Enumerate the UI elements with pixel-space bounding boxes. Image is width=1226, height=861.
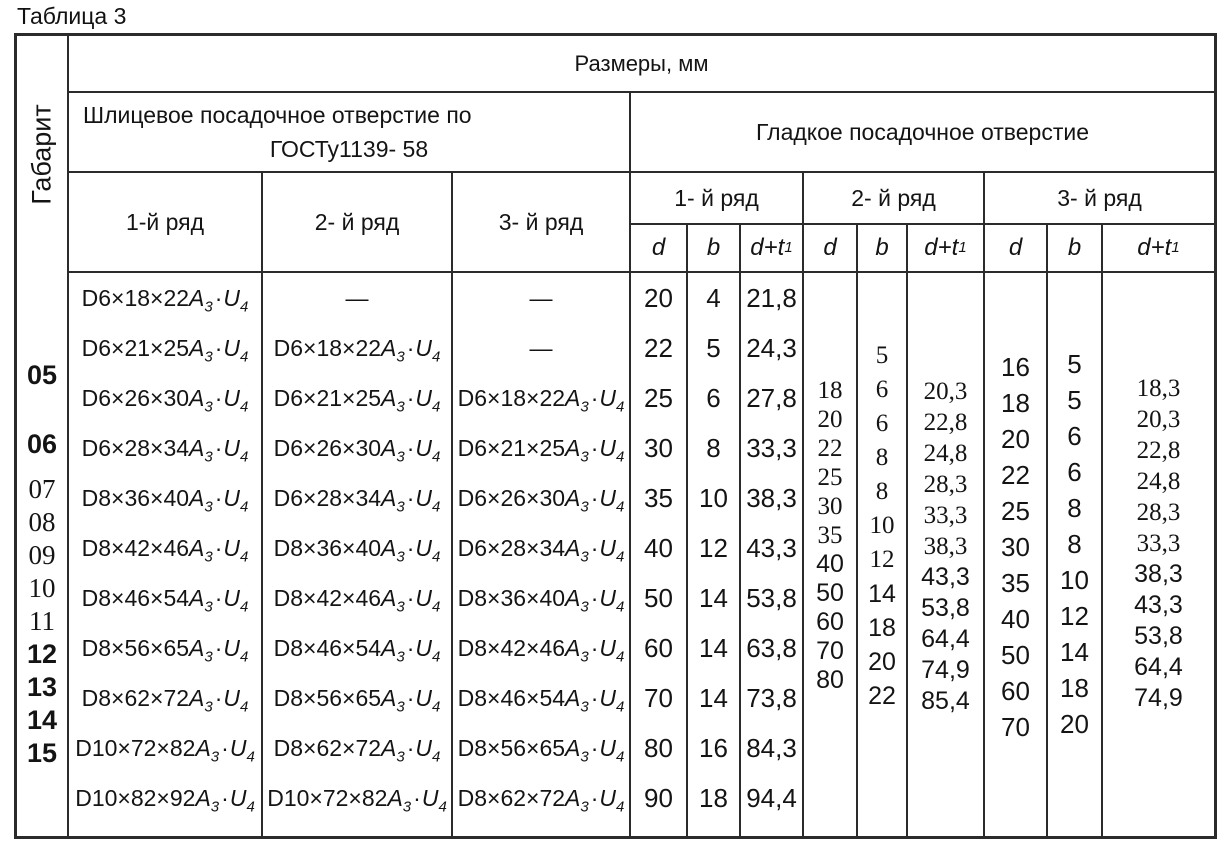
smooth-row1-header: 1- й ряд [631,173,804,225]
value-d: 70 [816,637,844,665]
value-dt: 53,8 [746,582,797,613]
value-d: 60 [644,632,673,663]
value-dt: 85,4 [921,687,970,715]
smooth-section-header [631,93,1214,173]
value-b: 8 [875,478,889,505]
spline-designation: D6×18×22 $A_3\cdot U_4$ [81,284,249,316]
spline-designation: D8×56×65 $A_3\cdot U_4$ [81,634,249,666]
value-d: 20 [1001,423,1030,454]
row1-b-header: b [688,225,741,273]
spline-designation: — [345,284,369,311]
smooth-section-header-label: Гладкое посадочное отверстие [755,118,1090,145]
smooth-row3-dt-column [1103,273,1214,836]
value-dt: 84,3 [746,732,797,763]
value-dt: 18,3 [1136,374,1181,402]
value-d: 40 [1001,603,1030,634]
value-b: 5 [706,332,721,363]
spline-designation: D6×26×30 $A_3\cdot U_4$ [457,484,625,516]
spline-designation: D8×42×46 $A_3\cdot U_4$ [81,534,249,566]
value-d: 20 [817,405,843,433]
spline-designation: D8×42×46 $A_3\cdot U_4$ [273,584,441,616]
smooth-row1-b-column [688,273,741,836]
value-d: 30 [1001,531,1030,562]
row1-dt-header: d + t 1 [741,225,804,273]
value-b: 20 [1060,708,1089,739]
value-b: 14 [868,579,896,608]
spline-designation: — [529,284,553,311]
value-d: 30 [644,432,673,463]
value-b: 5 [875,342,889,369]
value-dt: 73,8 [746,682,797,713]
value-d: 35 [1001,567,1030,598]
value-dt: 20,3 [923,377,968,405]
spline-designation: D6×26×30 $A_3\cdot U_4$ [273,434,441,466]
value-d: 25 [1001,495,1030,526]
spline-designation: D6×18×22 $A_3\cdot U_4$ [457,384,625,416]
spline-designation: D8×56×65 $A_3\cdot U_4$ [273,684,441,716]
value-dt: 64,4 [1134,653,1183,681]
value-dt: 63,8 [746,632,797,663]
value-d: 18 [817,376,843,404]
gabarit-value: 11 [29,606,55,636]
value-b: 20 [868,647,896,676]
value-dt: 53,8 [921,594,970,622]
spline-designation: D8×36×40 $A_3\cdot U_4$ [81,484,249,516]
value-d: 60 [816,608,844,636]
spline-designation: — [529,334,553,361]
value-dt: 22,8 [923,408,968,436]
spline-designation: D8×46×54 $A_3\cdot U_4$ [273,634,441,666]
gabarit-value: 07 [28,474,56,504]
smooth-row3-header: 3- й ряд [985,173,1214,225]
value-dt: 24,3 [746,332,797,363]
spline-designation: D6×28×34 $A_3\cdot U_4$ [457,534,625,566]
gabarit-value: 09 [28,540,56,570]
value-dt: 21,8 [746,282,797,313]
value-b: 10 [699,482,728,513]
value-d: 20 [644,282,673,313]
smooth-row2-header: 2- й ряд [804,173,985,225]
value-b: 8 [875,444,889,471]
value-dt: 38,3 [923,532,968,560]
value-d: 50 [644,582,673,613]
value-b: 6 [875,376,889,403]
value-b: 18 [1060,672,1089,703]
sizes-header-cell [69,36,1214,93]
value-b: 5 [1067,348,1082,379]
value-d: 25 [817,463,843,491]
value-dt: 64,4 [921,625,970,653]
value-b: 14 [699,582,728,613]
value-d: 70 [644,682,673,713]
spline-designation: D6×21×25 $A_3\cdot U_4$ [457,434,625,466]
value-b: 12 [869,546,895,573]
value-b: 8 [1067,528,1082,559]
smooth-row3-d-column [985,273,1048,836]
value-dt: 22,8 [1136,436,1181,464]
spline-designation: D6×21×25 $A_3\cdot U_4$ [81,334,249,366]
value-dt: 38,3 [1134,560,1183,588]
value-b: 10 [869,512,895,539]
value-b: 6 [1067,456,1082,487]
value-d: 22 [817,434,843,462]
value-d: 90 [644,782,673,813]
value-dt: 74,9 [921,656,970,684]
value-d: 80 [816,666,844,694]
smooth-row1-dt-column [741,273,804,836]
value-dt: 20,3 [1136,405,1181,433]
gabarit-header-label: Габарит [26,104,57,205]
value-dt: 43,3 [1134,591,1183,619]
spline-designation: D8×56×65 $A_3\cdot U_4$ [457,734,625,766]
smooth-row2-dt-column [908,273,985,836]
value-d: 50 [1001,639,1030,670]
spline-row3-header: 3- й ряд [453,173,631,273]
value-d: 60 [1001,675,1030,706]
spline-designation: D6×26×30 $A_3\cdot U_4$ [81,384,249,416]
spline-designation: D8×42×46 $A_3\cdot U_4$ [457,634,625,666]
gabarit-value: 13 [26,672,58,702]
value-b: 12 [1060,600,1089,631]
gabarit-value: 10 [28,573,56,603]
value-dt: 43,3 [746,532,797,563]
spline-section-header [69,93,631,173]
spline-section-header-line1: Шлицевое посадочное отверстие по [83,102,472,128]
value-b: 14 [1060,636,1089,667]
value-b: 10 [1060,564,1089,595]
spline-row1-header: 1-й ряд [69,173,263,273]
sizes-header-label: Размеры, мм [574,50,709,76]
spline-designation: D10×82×92 $A_3\cdot U_4$ [75,784,255,816]
value-b: 18 [868,613,896,642]
gabarit-value: 14 [26,705,58,735]
value-b: 16 [699,732,728,763]
value-dt: 24,8 [923,439,968,467]
row2-b-header: b [858,225,908,273]
gabarit-value: 08 [28,507,56,537]
row3-dt-header: d + t 1 [1103,225,1214,273]
value-b: 14 [699,682,728,713]
gabarit-header-cell [17,36,69,273]
smooth-row2-b-column [858,273,908,836]
gabarit-values-column [17,273,69,836]
row2-d-header: d [804,225,858,273]
value-dt: 43,3 [921,563,970,591]
gabarit-value: 05 [26,360,58,390]
spline-row2-column [263,273,453,836]
spline-designation: D6×21×25 $A_3\cdot U_4$ [273,384,441,416]
gabarit-value: 15 [26,738,58,768]
value-d: 22 [644,332,673,363]
value-d: 80 [644,732,673,763]
value-d: 35 [644,482,673,513]
row3-b-header: b [1048,225,1103,273]
value-b: 6 [706,382,721,413]
spline-designation: D6×18×22 $A_3\cdot U_4$ [273,334,441,366]
value-d: 35 [817,521,843,549]
value-dt: 24,8 [1136,467,1181,495]
spline-section-header-line2: ГОСТу1139- 58 [269,136,429,162]
value-d: 50 [816,579,844,607]
value-d: 16 [1001,351,1030,382]
value-dt: 33,3 [923,501,968,529]
spline-designation: D8×62×72 $A_3\cdot U_4$ [457,784,625,816]
value-d: 70 [1001,711,1030,742]
spline-designation: D8×36×40 $A_3\cdot U_4$ [457,584,625,616]
spline-designation: D8×36×40 $A_3\cdot U_4$ [273,534,441,566]
value-dt: 94,4 [746,782,797,813]
value-b: 8 [706,432,721,463]
spline-designation: D10×72×82 $A_3\cdot U_4$ [75,734,255,766]
row1-d-header: d [631,225,688,273]
value-d: 22 [1001,459,1030,490]
value-b: 22 [868,681,896,710]
spline-designation: D8×46×54 $A_3\cdot U_4$ [81,584,249,616]
value-b: 5 [1067,384,1082,415]
gabarit-value: 06 [26,429,58,459]
dimensions-table [14,33,1217,839]
spline-designation: D8×62×72 $A_3\cdot U_4$ [273,734,441,766]
spline-designation: D8×46×54 $A_3\cdot U_4$ [457,684,625,716]
gabarit-value: 12 [26,639,58,669]
value-b: 8 [1067,492,1082,523]
smooth-row2-d-column [804,273,858,836]
spline-row3-column [453,273,631,836]
value-d: 18 [1001,387,1030,418]
spline-row1-column [69,273,263,836]
value-d: 30 [817,492,843,520]
spline-row2-header: 2- й ряд [263,173,453,273]
value-dt: 28,3 [1136,498,1181,526]
value-b: 14 [699,632,728,663]
row3-d-header: d [985,225,1048,273]
spline-designation: D6×28×34 $A_3\cdot U_4$ [273,484,441,516]
row2-dt-header: d + t 1 [908,225,985,273]
value-b: 6 [1067,420,1082,451]
spline-designation: D8×62×72 $A_3\cdot U_4$ [81,684,249,716]
spline-designation: D10×72×82 $A_3\cdot U_4$ [267,784,447,816]
smooth-row3-b-column [1048,273,1103,836]
value-b: 18 [699,782,728,813]
value-dt: 28,3 [923,470,968,498]
value-d: 40 [644,532,673,563]
spline-designation: D6×28×34 $A_3\cdot U_4$ [81,434,249,466]
value-dt: 38,3 [746,482,797,513]
value-dt: 74,9 [1134,684,1183,712]
value-dt: 33,3 [1136,529,1181,557]
value-b: 6 [875,410,889,437]
value-b: 12 [699,532,728,563]
table-caption: Таблица 3 [17,3,127,29]
value-dt: 27,8 [746,382,797,413]
value-dt: 33,3 [746,432,797,463]
value-b: 4 [706,282,721,313]
smooth-row1-d-column [631,273,688,836]
value-d: 25 [644,382,673,413]
value-dt: 53,8 [1134,622,1183,650]
value-d: 40 [816,550,844,578]
